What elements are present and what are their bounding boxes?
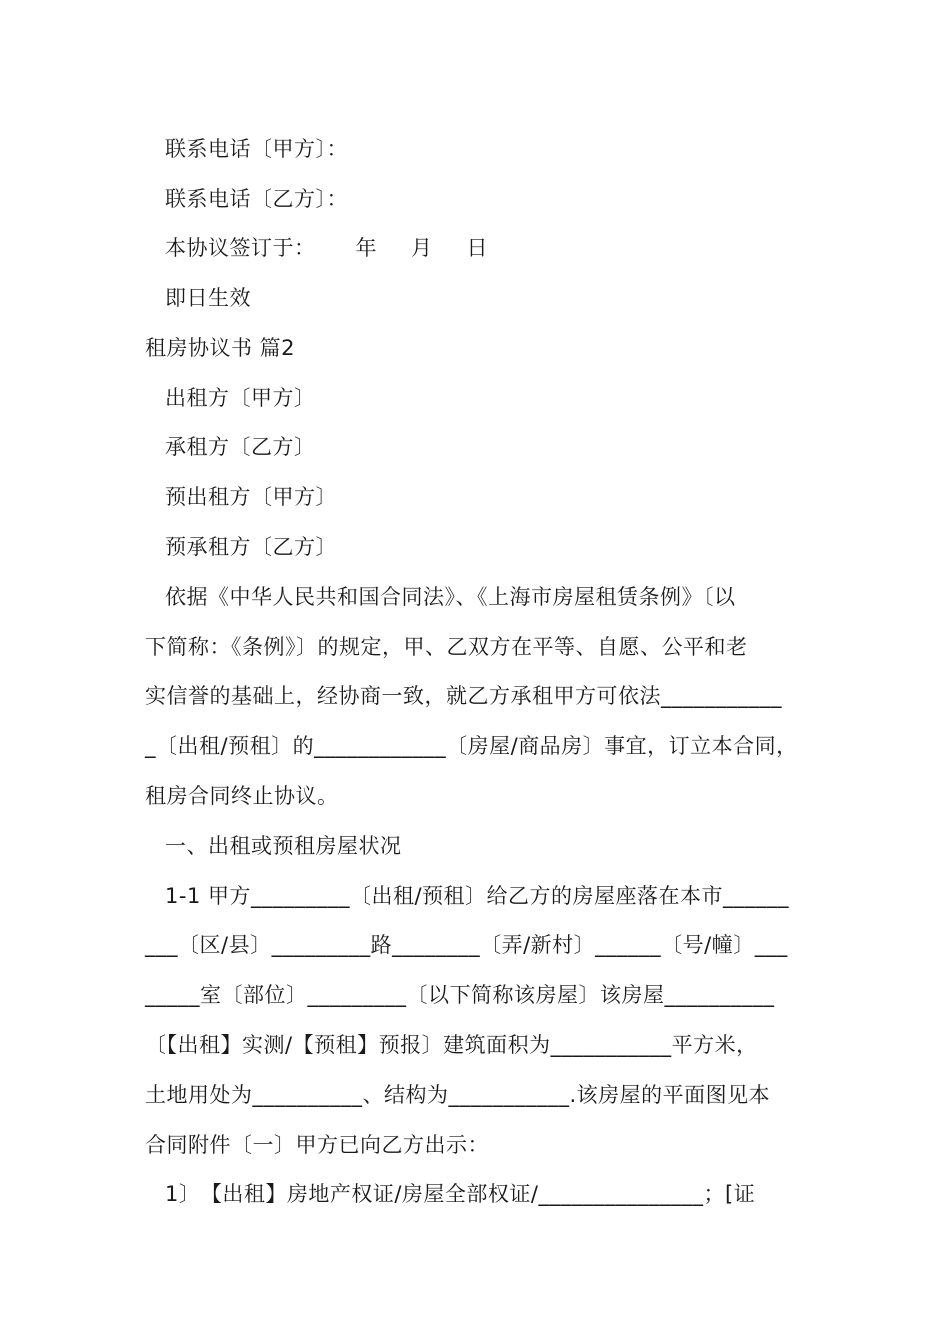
lessee-party-b: 承租方〔乙方〕 [165,435,316,459]
clause-line: _____室〔部位〕_________〔以下简称该房屋〕该房屋__________ [145,983,775,1007]
paragraph-line: 租房合同终止协议。 [145,784,339,808]
pre-lessor-party-a: 预出租方〔甲方〕 [165,485,337,509]
clause-line: 1〕 【出租】房地产权证/房屋全部权证/_______________；[证 [165,1182,756,1206]
clause-line: 合同附件〔一〕甲方已向乙方出示： [145,1133,489,1157]
day-label: 日 [466,236,488,260]
paragraph-line: 实信誉的基础上，经协商一致，就乙方承租甲方可依法___________ [145,684,782,708]
pre-lessee-party-b: 预承租方〔乙方〕 [165,535,337,559]
clause-line: ___〔区/县〕_________路________〔弄/新村〕______〔号/幢〕___ [145,933,788,957]
paragraph-line: _〔出租/预租〕的____________〔房屋/商品房〕事宜，订立本合同， [145,734,798,758]
lessor-party-a: 出租方〔甲方〕 [165,386,316,410]
signing-date-label: 本协议签订于： [165,236,316,260]
contact-phone-party-a: 联系电话〔甲方〕： [165,137,348,161]
clause-heading: 一、出租或预租房屋状况 [165,834,402,858]
paragraph-line: 下简称：《条例》〕的规定，甲、乙双方在平等、自愿、公平和老 [145,635,748,659]
year-label: 年 [355,236,377,260]
paragraph-line: 依据《中华人民共和国合同法》、《上海市房屋租赁条例》〔以 [165,585,736,609]
month-label: 月 [411,236,433,260]
contact-phone-party-b: 联系电话〔乙方〕： [165,187,348,211]
clause-line: 1-1 甲方_________〔出租/预租〕给乙方的房屋座落在本市______ [165,884,790,908]
clause-line: 土地用处为__________、结构为___________.该房屋的平面图见本 [145,1083,771,1107]
signing-date-line [165,233,845,263]
clause-line: 〔【出租】实测/【预租】预报〕建筑面积为___________平方米， [145,1033,758,1057]
effective-immediately: 即日生效 [165,286,251,310]
section-title: 租房协议书 篇2 [145,336,296,360]
